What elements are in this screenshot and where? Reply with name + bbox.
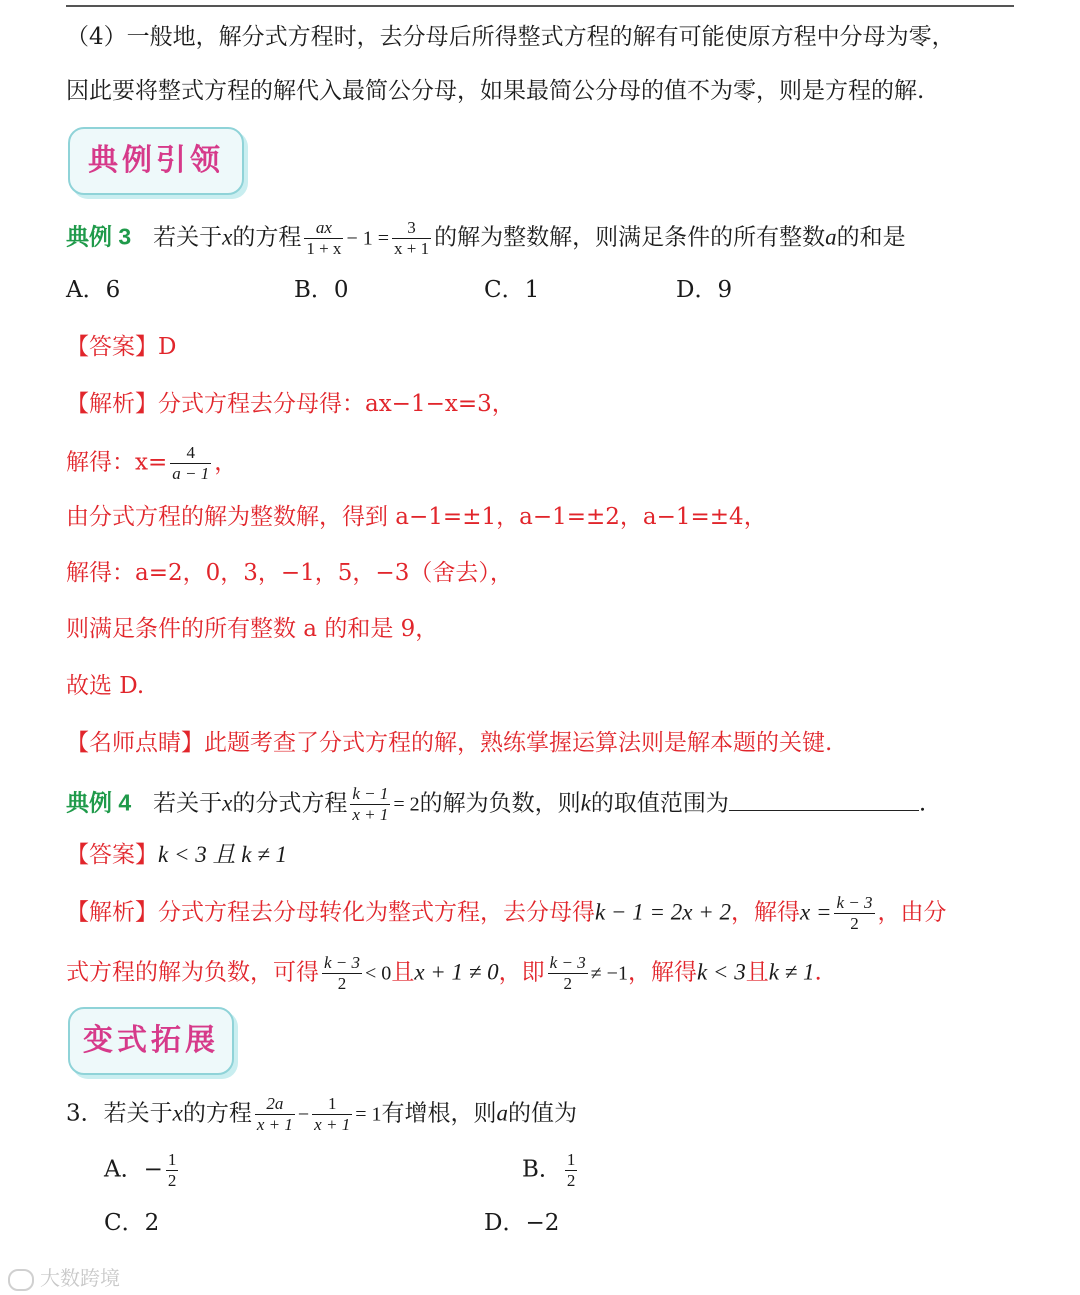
example-3-tip: 【名师点睛】此题考查了分式方程的解，熟练掌握运算法则是解本题的关键.	[66, 730, 833, 756]
example-3-analysis-4: 解得：a=2，0，3，−1，5，−3（舍去），	[66, 560, 513, 586]
question-3: 3．若关于x的方程 $\frac{2a}{x + 1}$ − $\frac{1}{x + 1}$ = 1有增根，则a的值为	[66, 1094, 577, 1134]
option-d: D．9	[676, 277, 733, 303]
intro-line-2: 因此要将整式方程的解代入最简公分母，如果最简公分母的值不为零，则是方程的解.	[66, 78, 925, 104]
q3-option-c: C．2	[104, 1210, 160, 1236]
option-b: B．0	[294, 277, 349, 303]
banner-label: 变式拓展	[83, 1023, 219, 1058]
fraction: $\frac{2a}{x + 1}$	[256, 1094, 293, 1134]
option-c: C．1	[484, 277, 540, 303]
example-4-analysis-2: 式方程的解为负数，可得 $\frac{k - 3}{2}$ < 0且x + 1 ≠ 0，即 $\frac{k - 3}{2}$ ≠ −1，解得k < 3且k ≠ 1.	[66, 953, 822, 993]
example-3-analysis-3: 由分式方程的解为整数解，得到 a−1=±1，a−1=±2，a−1=±4，	[66, 504, 767, 530]
example-3-question: 典例 3 若关于x的方程 $\frac{ax}{1 + x}$ − 1 = $\frac{3}{x + 1}$ 的解为整数解，则满足条件的所有整数a的和是	[66, 218, 906, 258]
example-3-analysis-2: 解得：x= $\frac{4}{a - 1}$ ，	[66, 443, 238, 483]
q3-option-a: A．− $\frac{1}{2}$	[104, 1150, 177, 1190]
banner-label: 典例引领	[88, 143, 224, 178]
example-3-analysis-1: 【解析】分式方程去分母得：ax−1−x=3，	[66, 391, 515, 417]
intro-line-1: （4）一般地，解分式方程时，去分母后所得整式方程的解有可能使原方程中分母为零，	[66, 24, 955, 50]
fraction: $\frac{1}{2}$	[167, 1150, 177, 1190]
q3-option-b: B． $\frac{1}{2}$	[522, 1150, 576, 1190]
answer-blank	[729, 788, 919, 811]
fraction: $\frac{1}{x + 1}$	[314, 1094, 351, 1134]
top-rule	[66, 5, 1014, 7]
example-3-analysis-5: 则满足条件的所有整数 a 的和是 9，	[66, 616, 439, 642]
section-banner-variations	[68, 1007, 234, 1075]
example-4-answer: 【答案】k < 3 且 k ≠ 1	[66, 842, 288, 868]
fraction: $\frac{ax}{1 + x}$	[306, 218, 342, 258]
fraction: $\frac{1}{2}$	[566, 1150, 576, 1190]
section-banner-examples	[68, 127, 244, 195]
watermark: 大数跨境	[8, 1262, 120, 1291]
example-4-question: 典例 4 若关于x的分式方程 $\frac{k - 1}{x + 1}$ = 2的解为负数，则k的取值范围为 .	[66, 784, 927, 824]
fraction: $\frac{k - 3}{2}$	[324, 953, 361, 993]
example-3-answer: 【答案】D	[66, 334, 177, 360]
chat-bubble-icon	[8, 1269, 34, 1291]
fraction: $\frac{k - 3}{2}$	[836, 893, 873, 933]
fraction: $\frac{k - 3}{2}$	[549, 953, 586, 993]
example-3-analysis-6: 故选 D.	[66, 673, 145, 699]
q3-option-d: D．−2	[484, 1210, 560, 1236]
fraction: $\frac{3}{x + 1}$	[394, 218, 430, 258]
option-a: A．6	[66, 277, 121, 303]
example-4-analysis-1: 【解析】分式方程去分母转化为整式方程，去分母得k − 1 = 2x + 2，解得x = $\frac{k - 3}{2}$ ，由分	[66, 893, 947, 933]
fraction: $\frac{4}{a - 1}$	[172, 443, 210, 483]
fraction: $\frac{k - 1}{x + 1}$	[352, 784, 389, 824]
